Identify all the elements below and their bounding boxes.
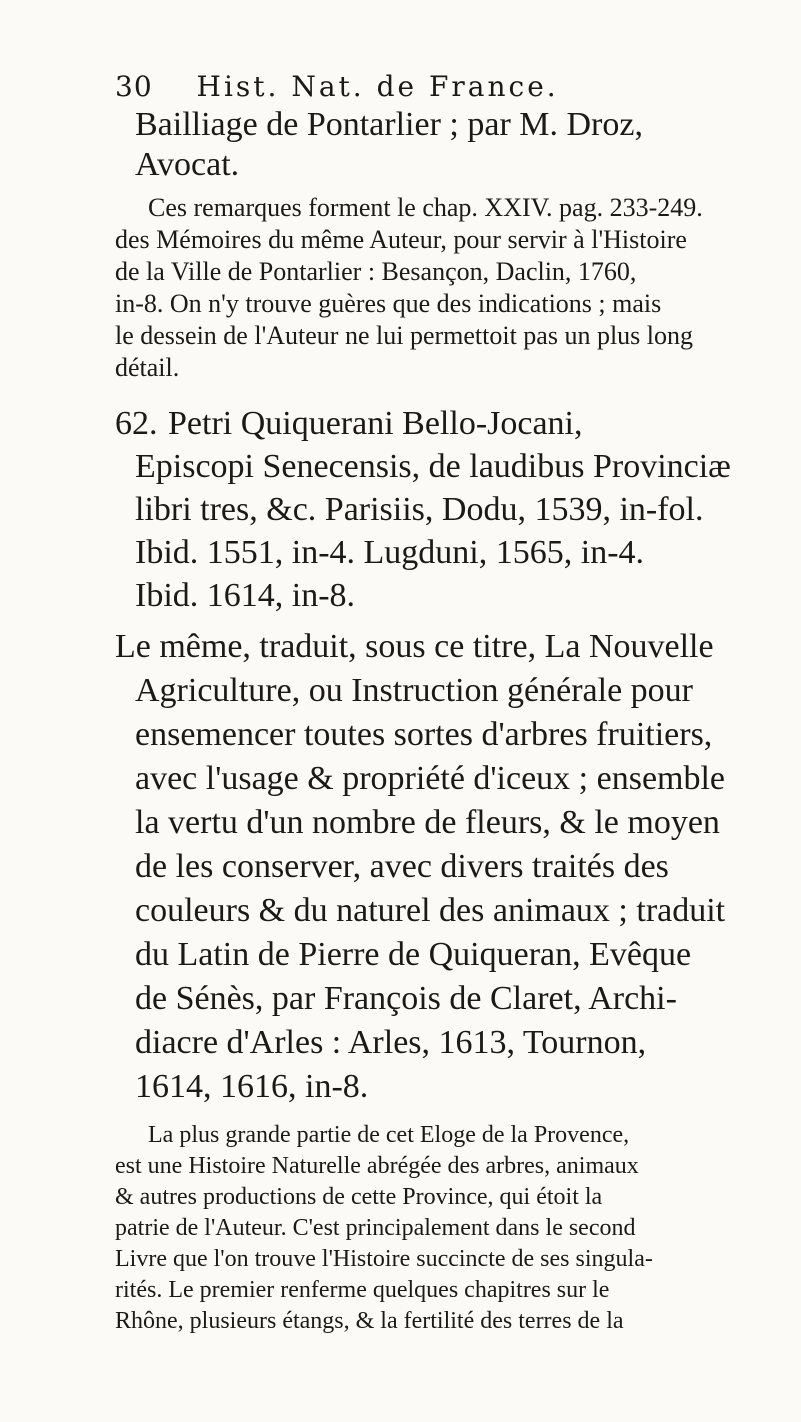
translation-line: du Latin de Pierre de Quiqueran, Evêque bbox=[135, 936, 692, 973]
entry-title-line: Petri Quiquerani Bello-Jocani, bbox=[168, 405, 583, 442]
running-title: Hist. Nat. de France. bbox=[196, 70, 559, 103]
note-line: Ces remarques forment le chap. XXIV. pag. 233-249. bbox=[148, 193, 703, 222]
note-line: patrie de l'Auteur. C'est principalement dans le second bbox=[115, 1215, 636, 1241]
entry-title-line: libri tres, &c. Parisiis, Dodu, 1539, in-fol. bbox=[135, 491, 704, 528]
running-header bbox=[115, 70, 675, 103]
note-line: détail. bbox=[115, 353, 180, 382]
note-line: de la Ville de Pontarlier : Besançon, Daclin, 1760, bbox=[115, 257, 637, 286]
translation-line: la vertu d'un nombre de fleurs, & le moyen bbox=[135, 804, 720, 841]
note-line: in-8. On n'y trouve guères que des indications ; mais bbox=[115, 289, 662, 318]
translation-line: couleurs & du naturel des animaux ; traduit bbox=[135, 892, 726, 929]
entry-title-line: Ibid. 1614, in-8. bbox=[135, 577, 356, 614]
page-number: 30 bbox=[115, 70, 153, 103]
entry-title-line: Bailliage de Pontarlier ; par M. Droz, bbox=[135, 106, 643, 143]
note-line: des Mémoires du même Auteur, pour servir à l'Histoire bbox=[115, 225, 687, 254]
translation-line: avec l'usage & propriété d'iceux ; ensemble bbox=[135, 760, 726, 797]
translation-line: de Sénès, par François de Claret, Archi- bbox=[135, 980, 677, 1017]
translation-line: de les conserver, avec divers traités des bbox=[135, 848, 669, 885]
translation-line: Agriculture, ou Instruction générale pour bbox=[135, 672, 693, 709]
note-line: & autres productions de cette Province, qui étoit la bbox=[115, 1184, 603, 1210]
note-line: Rhône, plusieurs étangs, & la fertilité des terres de la bbox=[115, 1308, 624, 1334]
note-line: Livre que l'on trouve l'Histoire succincte de ses singula- bbox=[115, 1246, 653, 1272]
entry-title-line: Avocat. bbox=[135, 146, 240, 183]
translation-line: Le même, traduit, sous ce titre, La Nouvelle bbox=[115, 628, 714, 665]
note-line: rités. Le premier renferme quelques chapitres sur le bbox=[115, 1277, 610, 1303]
entry-title-line: Episcopi Senecensis, de laudibus Provinciæ bbox=[135, 448, 731, 485]
entry-number: 62. bbox=[115, 405, 158, 442]
note-line: La plus grande partie de cet Eloge de la Provence, bbox=[148, 1122, 630, 1148]
translation-line: 1614, 1616, in-8. bbox=[135, 1068, 369, 1105]
note-line: le dessein de l'Auteur ne lui permettoit pas un plus long bbox=[115, 321, 694, 350]
translation-line: ensemencer toutes sortes d'arbres fruitiers, bbox=[135, 716, 713, 753]
entry-title-line: Ibid. 1551, in-4. Lugduni, 1565, in-4. bbox=[135, 534, 645, 571]
note-line: est une Histoire Naturelle abrégée des arbres, animaux bbox=[115, 1153, 639, 1179]
translation-line: diacre d'Arles : Arles, 1613, Tournon, bbox=[135, 1024, 647, 1061]
